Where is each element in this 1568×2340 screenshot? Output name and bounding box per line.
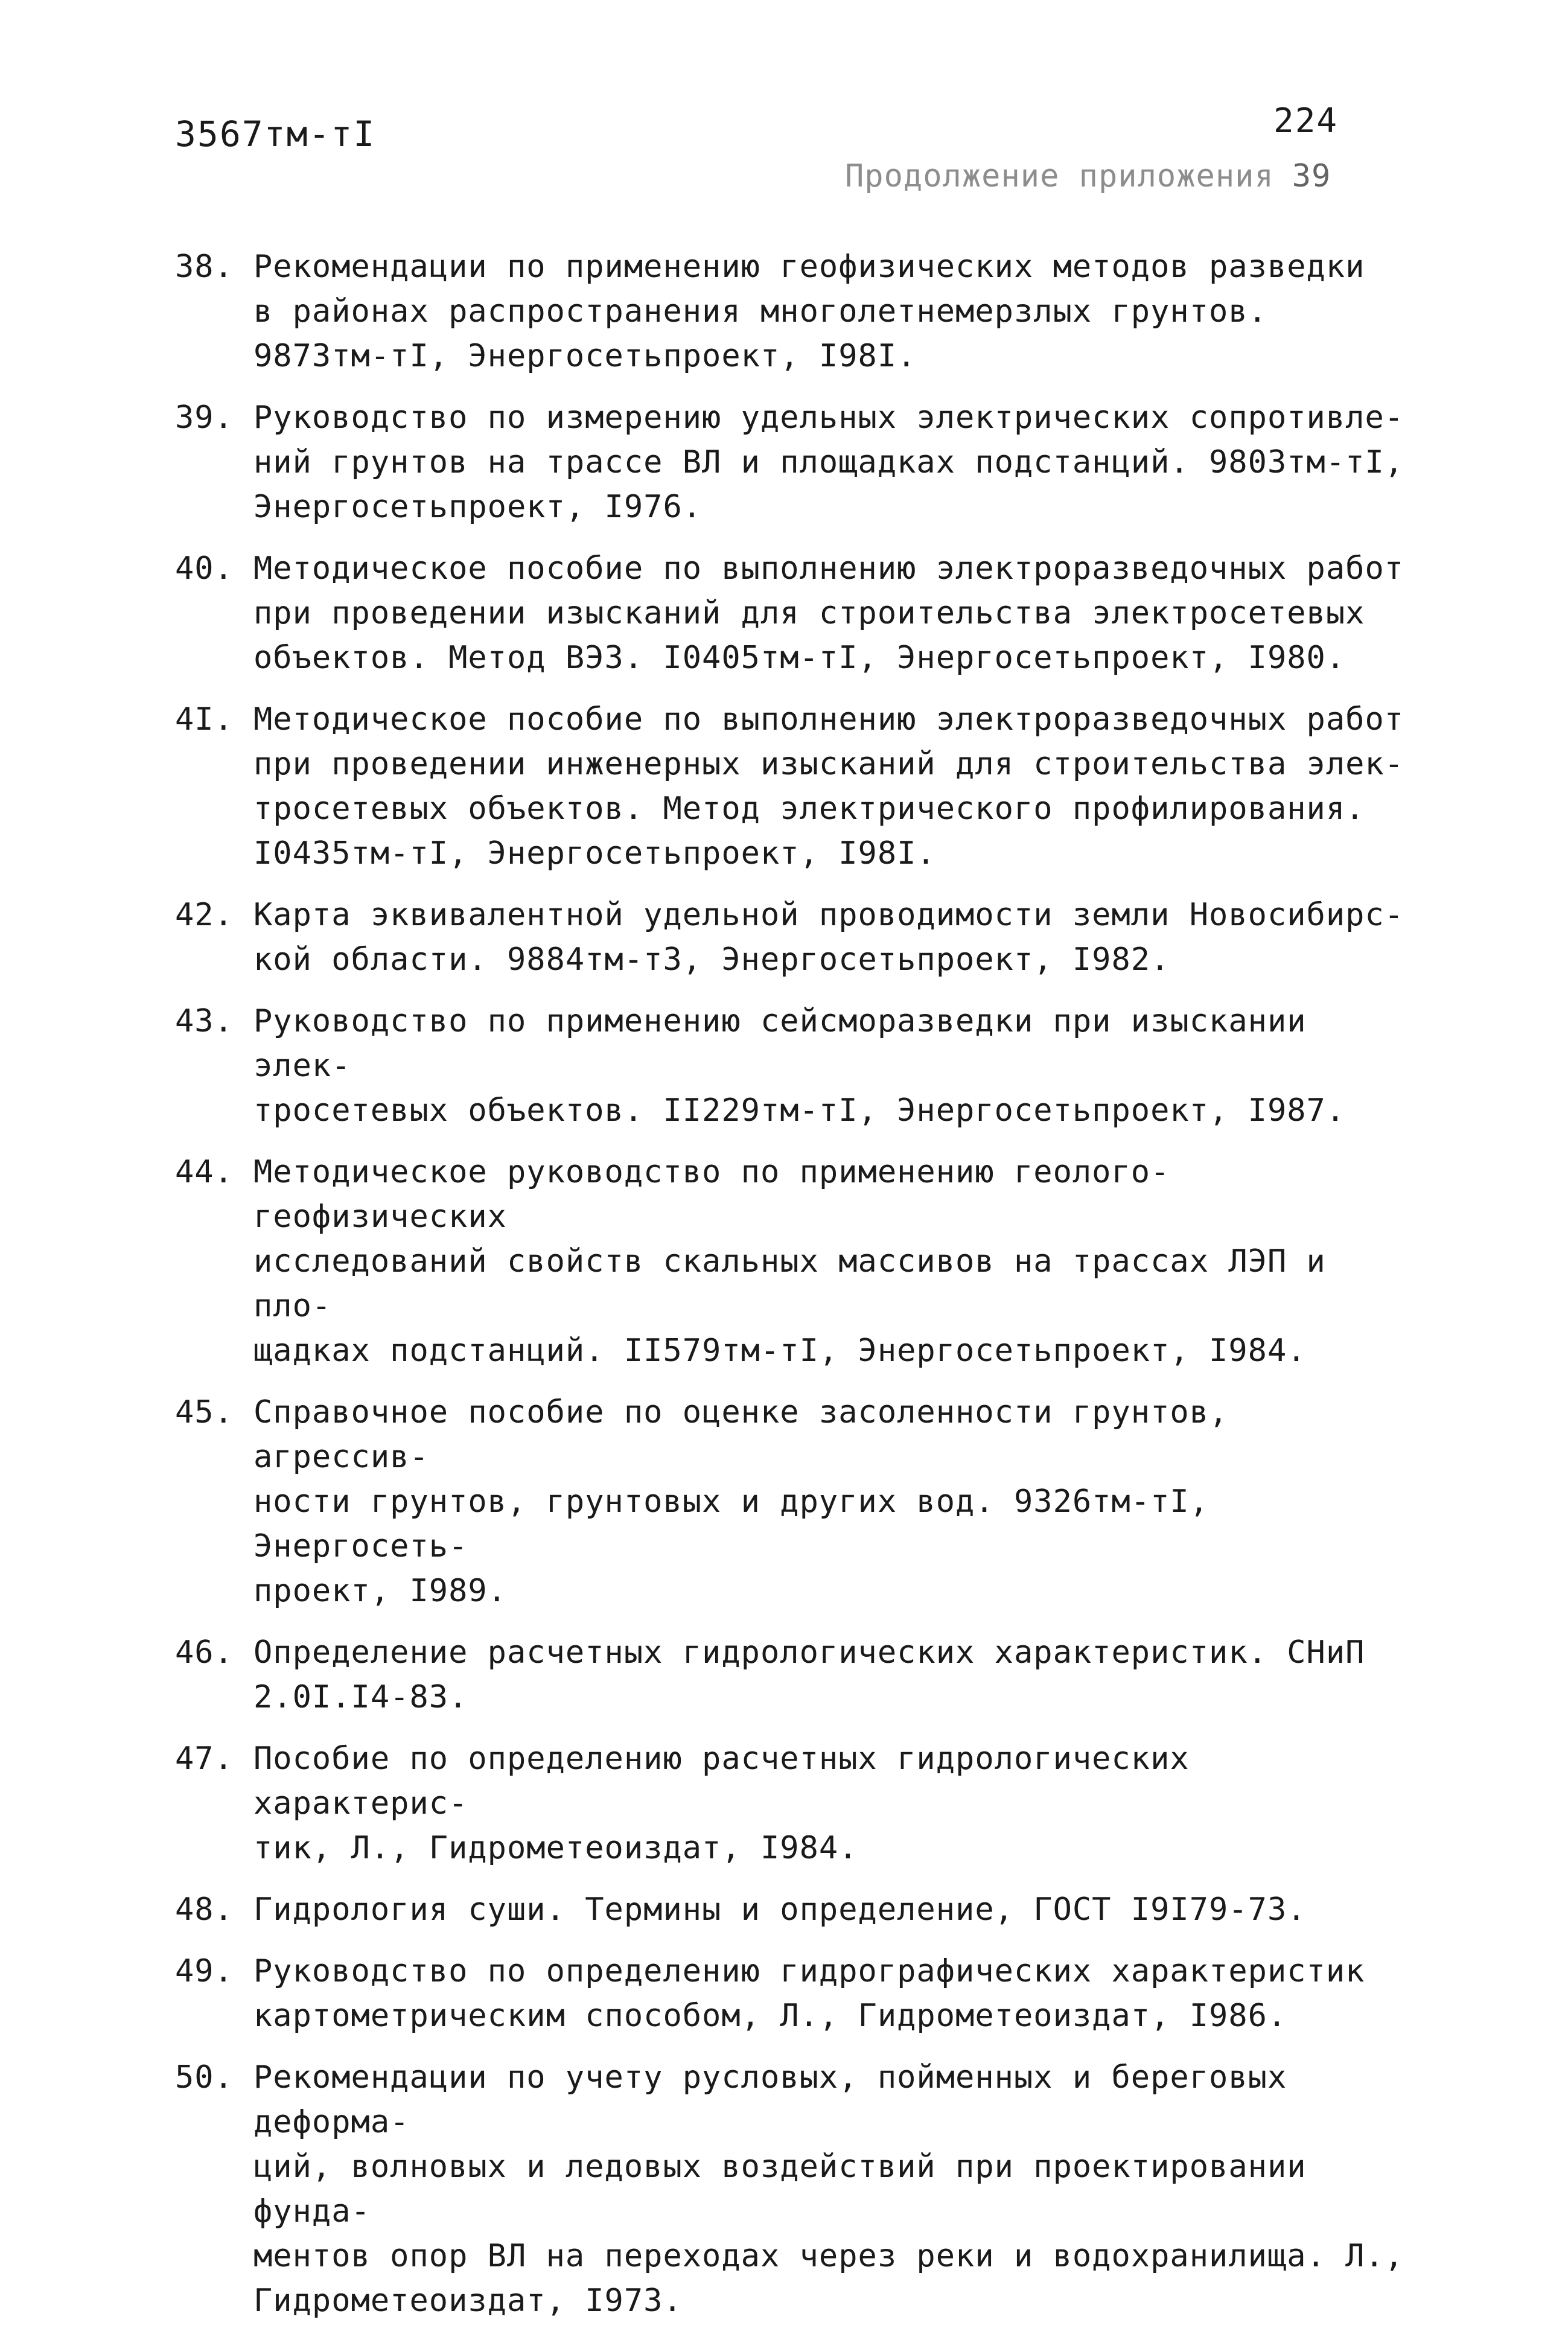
continuation-text: Продолжение приложения — [845, 158, 1274, 194]
reference-number: 44. — [175, 1154, 234, 1190]
reference-item-49 — [175, 1949, 1412, 2038]
reference-item-50 — [175, 2055, 1412, 2323]
reference-number: 46. — [175, 1634, 234, 1671]
reference-number: 49. — [175, 1953, 234, 1989]
reference-item-42 — [175, 893, 1412, 982]
reference-number: 40. — [175, 550, 234, 587]
reference-text: Гидрология суши. Термины и определение, ГОСТ I9I79-73. — [253, 1892, 1307, 1928]
reference-item-43 — [175, 999, 1412, 1133]
appendix-number: 39 — [1292, 158, 1331, 194]
reference-text: Методическое пособие по выполнению электроразведочных работ при проведении инженерных изысканий для строительства элек- тросетевых объектов. Метод электрического профилирования. I0435тм-тI, Энергосетьпроект, I98I. — [253, 701, 1404, 872]
reference-item-47 — [175, 1736, 1412, 1870]
reference-text: Карта эквивалентной удельной проводимости земли Новосибирс- кой области. 9884тм-т3, Энергосетьпроект, I982. — [253, 897, 1404, 978]
reference-text: Руководство по применению сейсморазведки при изыскании элек- тросетевых объектов. II229тм-тI, Энергосетьпроект, I987. — [253, 1003, 1346, 1129]
reference-item-40 — [175, 546, 1412, 680]
reference-number: 48. — [175, 1892, 234, 1928]
reference-number: 47. — [175, 1741, 234, 1777]
reference-number: 39. — [175, 400, 234, 436]
reference-number: 42. — [175, 897, 234, 933]
reference-text: Руководство по определению гидрографических характеристик картометрическим способом, Л., Гидрометеоиздат, I986. — [253, 1953, 1365, 2034]
reference-item-44 — [175, 1150, 1412, 1373]
reference-item-48 — [175, 1887, 1412, 1932]
reference-text: Руководство по измерению удельных электрических сопротивле- ний грунтов на трассе ВЛ и площадках подстанций. 9803тм-тI, Энергосетьпроект, I976. — [253, 400, 1404, 525]
reference-item-39 — [175, 395, 1412, 529]
reference-text: Справочное пособие по оценке засоленности грунтов, агрессив- ности грунтов, грунтовых и других вод. 9326тм-тI, Энергосеть- проект, I989. — [253, 1394, 1229, 1609]
reference-number: 38. — [175, 249, 234, 285]
reference-item-45 — [175, 1390, 1412, 1613]
reference-text: Рекомендации по применению геофизических методов разведки в районах распространения многолетнемерзлых грунтов. 9873тм-тI, Энергосетьпроект, I98I. — [253, 249, 1365, 374]
appendix-continuation-label — [845, 158, 1331, 194]
reference-item-38 — [175, 244, 1412, 378]
reference-text: Методическое пособие по выполнению электроразведочных работ при проведении изысканий для строительства электросетевых объектов. Метод ВЭЗ. I0405тм-тI, Энергосетьпроект, I980. — [253, 550, 1404, 676]
page-number: 224 — [1273, 101, 1339, 141]
reference-text: Определение расчетных гидрологических характеристик. СНиП 2.0I.I4-83. — [253, 1634, 1365, 1715]
reference-number: 50. — [175, 2059, 234, 2096]
reference-number: 45. — [175, 1394, 234, 1430]
reference-text: Методическое руководство по применению геолого-геофизических исследований свойств скальных массивов на трассах ЛЭП и пло- щадках подстанций. II579тм-тI, Энергосетьпроект, I984. — [253, 1154, 1326, 1369]
reference-number: 43. — [175, 1003, 234, 1039]
document-code: 3567тм-тI — [175, 113, 376, 155]
reference-item-46 — [175, 1630, 1412, 1720]
reference-list — [175, 244, 1412, 2340]
reference-item-41 — [175, 697, 1412, 876]
reference-text: Рекомендации по учету русловых, пойменных и береговых деформа- ций, волновых и ледовых воздействий при проектировании фунда- ментов опор ВЛ на переходах через реки и водохранилища. Л., Гидрометеоиздат, I973. — [253, 2059, 1404, 2319]
reference-number: 4I. — [175, 701, 234, 738]
reference-text: Пособие по определению расчетных гидрологических характерис- тик, Л., Гидрометеоиздат, I984. — [253, 1741, 1190, 1866]
